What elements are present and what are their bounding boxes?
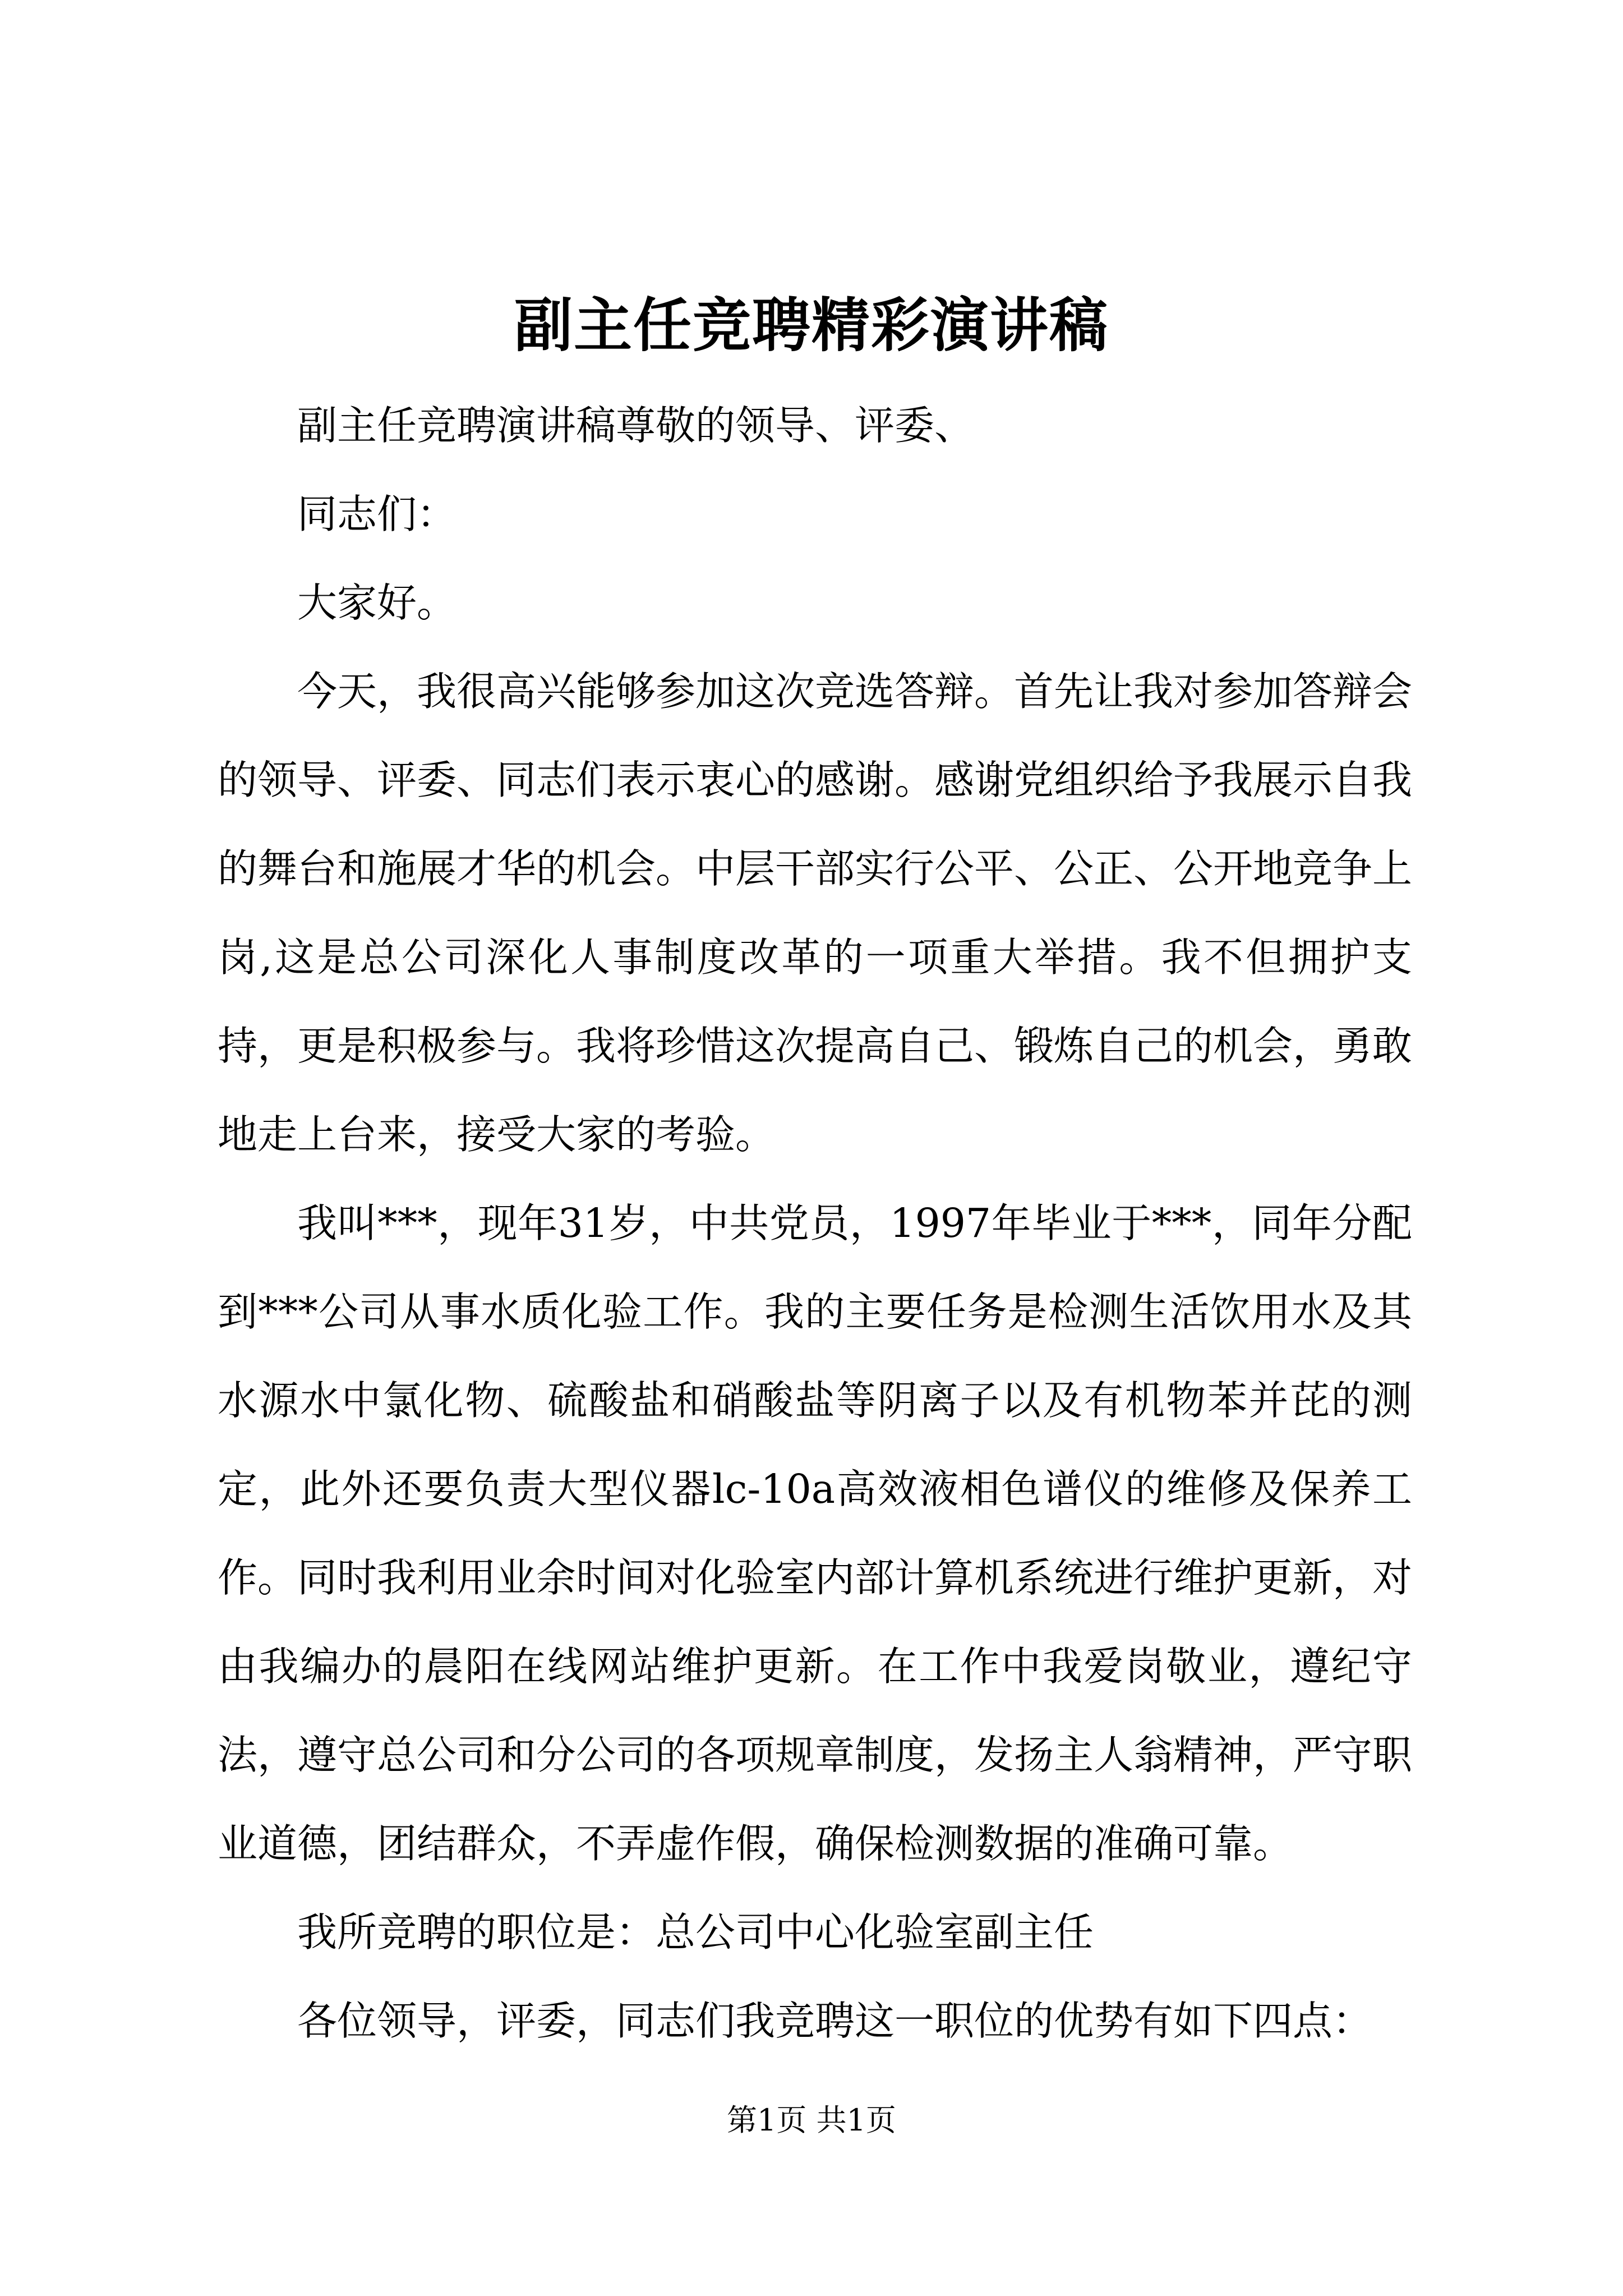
paragraph-background: 我叫***，现年31岁，中共党员，1997年毕业于***，同年分配到***公司从事水质化验工作。我的主要任务是检测生活饮用水及其水源水中氯化物、硫酸盐和硝酸盐等阴离子以及有机物苯并芘的测定，此外还要负责大型仪器lc-10a高效液相色谱仪的维修及保养工作。同时我利用业余时间对化验室内部计算机系统进行维护更新，对由我编办的晨阳在线网站维护更新。在工作中我爱岗敬业，遵纪守法，遵守总公司和分公司的各项规章制度，发扬主人翁精神，严守职业道德，团结群众，不弄虚作假，确保检测数据的准确可靠。	[218, 1200, 1413, 1867]
document-body	[218, 381, 1412, 2065]
paragraph-greeting: 大家好。	[297, 579, 457, 626]
document-title: 副主任竞聘精彩演讲稿	[514, 291, 1109, 360]
paragraph-salutation-cont: 同志们：	[297, 491, 457, 537]
paragraph-intro: 今天，我很高兴能够参加这次竞选答辩。首先让我对参加答辩会的领导、评委、同志们表示衷心的感谢。感谢党组织给予我展示自我的舞台和施展才华的机会。中层干部实行公平、公正、公开地竞争上岗,这是总公司深化人事制度改革的一项重大举措。我不但拥护支持，更是积极参与。我将珍惜这次提高自己、锻炼自己的机会，勇敢地走上台来，接受大家的考验。	[218, 668, 1413, 1158]
paragraph-advantages: 各位领导，评委，同志们我竞聘这一职位的优势有如下四点：	[297, 1998, 1373, 2044]
paragraph-salutation: 副主任竞聘演讲稿尊敬的领导、评委、	[297, 402, 975, 449]
paragraph-position: 我所竞聘的职位是：总公司中心化验室副主任	[297, 1909, 1094, 1955]
page-footer: 第1页 共1页	[727, 2102, 896, 2138]
